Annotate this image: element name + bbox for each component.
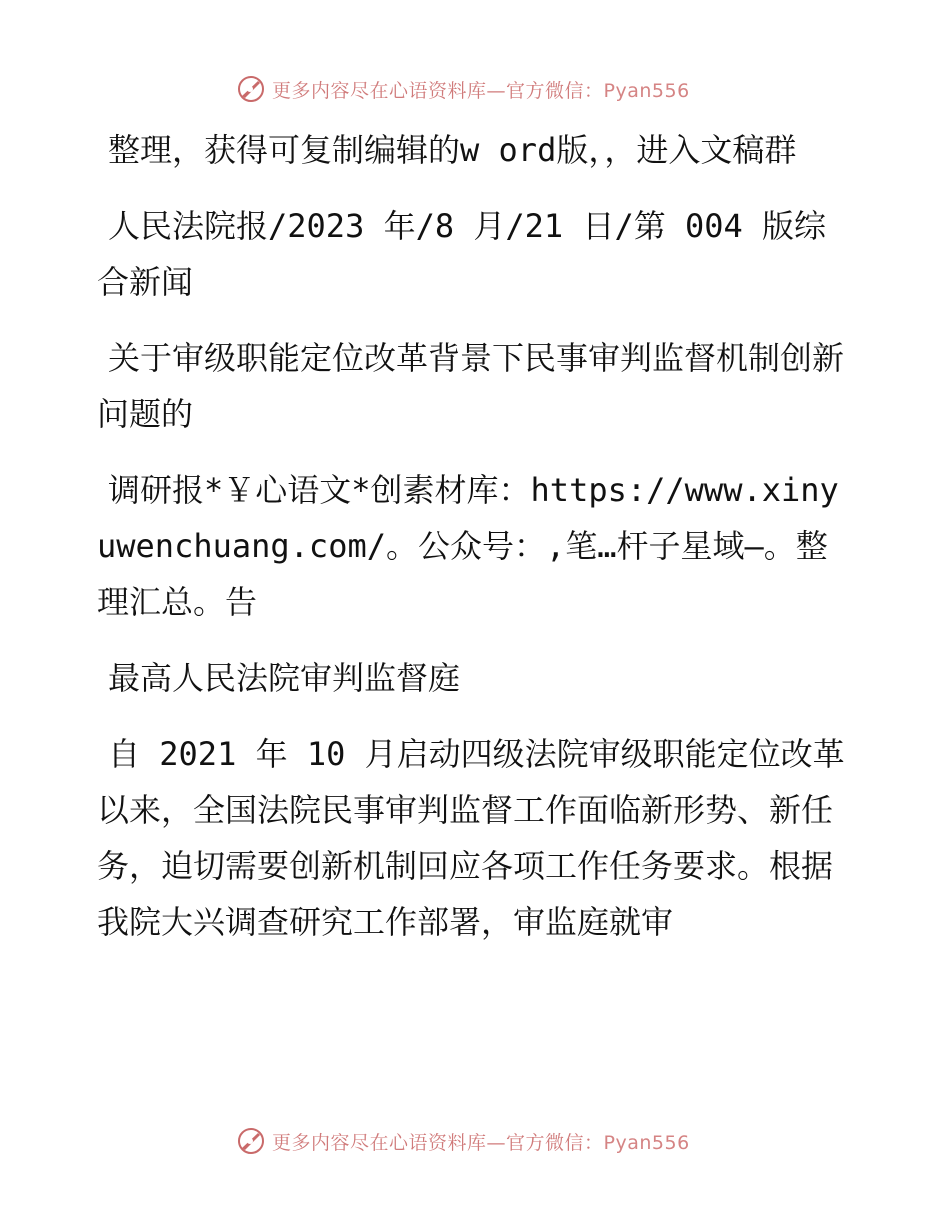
document-body <box>97 122 857 970</box>
paragraph: 整理，获得可复制编辑的w ord版，，进入文稿群 <box>108 131 797 169</box>
paragraph: 人民法院报/2023 年/8 月/21 日/第 004 版综合新闻 <box>97 207 827 301</box>
pen-logo-icon <box>236 74 266 104</box>
header-watermark <box>236 72 690 106</box>
paragraph: 关于审级职能定位改革背景下民事审判监督机制创新问题的 <box>97 339 845 433</box>
watermark-text: 更多内容尽在心语资料库—官方微信：Pyan556 <box>272 79 690 102</box>
paragraph: 调研报*￥心语文*创素材库：https://www.xinyuwenchuang.com/。公众号：,笔…杆子星域—。整理汇总。告 <box>97 471 839 621</box>
footer-watermark <box>236 1124 690 1158</box>
pen-logo-icon <box>236 1126 266 1156</box>
watermark-text: 更多内容尽在心语资料库—官方微信：Pyan556 <box>272 1131 690 1154</box>
paragraph: 自 2021 年 10 月启动四级法院审级职能定位改革以来，全国法院民事审判监督工作面临新形势、新任务，迫切需要创新机制回应各项工作任务要求。根据我院大兴调查研究工作部署，审监庭就审 <box>97 735 845 941</box>
paragraph: 最高人民法院审判监督庭 <box>108 659 461 697</box>
